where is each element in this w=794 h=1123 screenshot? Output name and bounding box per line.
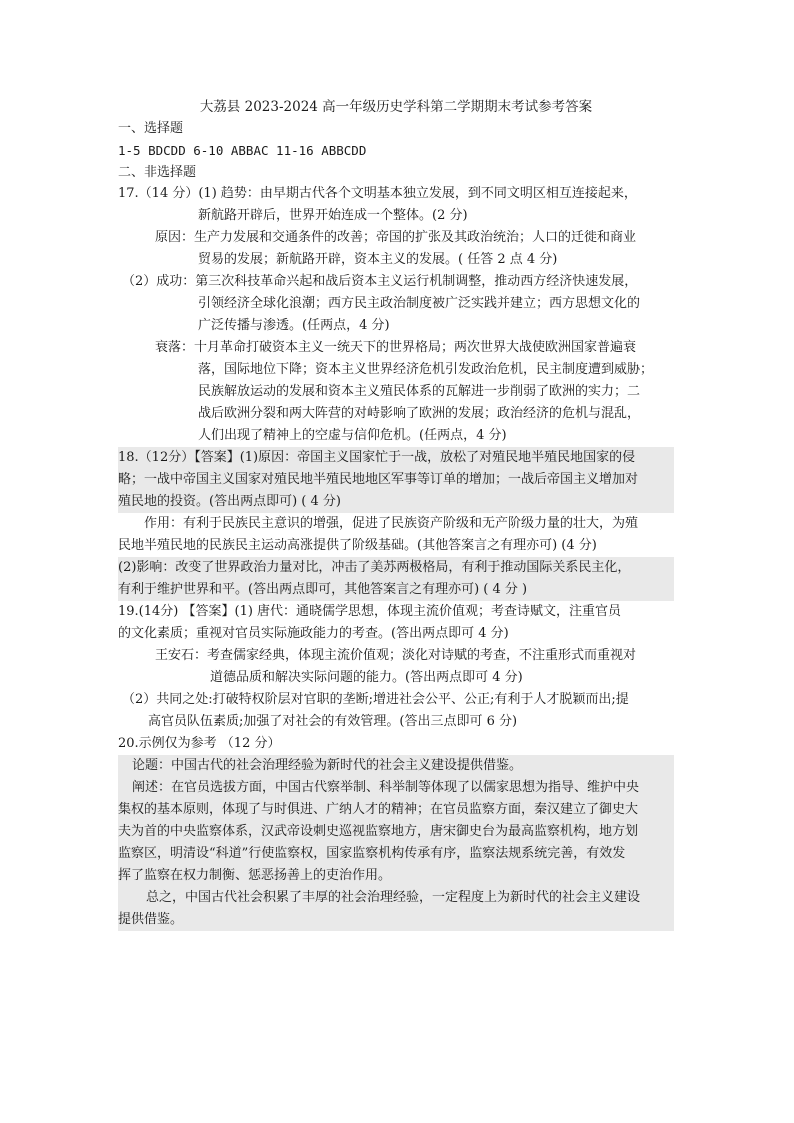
choice-answers: 1-5 BDCDD 6-10 ABBAC 11-16 ABBCDD (118, 143, 367, 158)
q18-line-1: 18.（12分）【答案】(1)原因：帝国主义国家忙于一战，放松了对殖民地半殖民地国家的侵 (118, 447, 674, 469)
q18-line-7: 有利于维护世界和平。(答出两点即可，其他答案言之有理亦可) ( 4 分 ) (118, 579, 674, 601)
q18-line-5: 民地半殖民地的民族民主运动高涨提供了阶级基础。(其他答案言之有理亦可) (4 分) (118, 538, 597, 553)
q17-line-4: 贸易的发展；新航路开辟，资本主义的发展。( 任答 2 点 4 分) (198, 252, 558, 267)
q19-line-6: 高官员队伍素质;加强了对社会的有效管理。(答出三点即可 6 分) (148, 714, 518, 729)
q17-line-9: 落，国际地位下降；资本主义世界经济危机引发政治危机，民主制度遭到威胁； (198, 362, 654, 377)
q19-line-1: 19.(14分) 【答案】(1) 唐代：通晓儒学思想，体现主流价值观；考查诗赋文，注重官员 (118, 604, 622, 619)
q17-line-5: （2）成功：第三次科技革命兴起和战后资本主义运行机制调整，推动西方经济快速发展， (122, 274, 638, 289)
q20-line-3: 阐述：在官员选拔方面，中国古代察举制、科举制等体现了以儒家思想为指导、维护中央 (118, 777, 674, 799)
section-heading-nonchoice: 二、非选择题 (118, 165, 197, 180)
q17-line-2: 新航路开辟后，世界开始连成一个整体。(2 分) (198, 208, 468, 223)
q20-line-8: 总之，中国古代社会积累了丰厚的社会治理经验，一定程度上为新时代的社会主义建设 (118, 887, 674, 909)
q18-line-6: (2)影响：改变了世界政治力量对比，冲击了美苏两极格局，有利于推动国际关系民主化， (118, 557, 674, 579)
q17-line-3: 原因：生产力发展和交通条件的改善；帝国的扩张及其政治统治；人口的迁徙和商业 (155, 230, 637, 245)
q20-line-2: 论题：中国古代的社会治理经验为新时代的社会主义建设提供借鉴。 (118, 755, 674, 777)
q17-line-12: 人们出现了精神上的空虚与信仰危机。(任两点，4 分) (198, 428, 507, 443)
q20-line-5: 夫为首的中央监察体系，汉武帝设刺史巡视监察地方，唐宋御史台为最高监察机构，地方划 (118, 821, 674, 843)
q20-line-9: 提供借鉴。 (118, 909, 674, 931)
q20-line-1: 20.示例仅为参考 （12 分） (118, 736, 281, 751)
q20-line-7: 挥了监察在权力制衡、惩恶扬善上的吏治作用。 (118, 865, 674, 887)
q20-line-6: 监察区，明清设“科道”行使监察权，国家监察机构传承有序，监察法规系统完善，有效发 (118, 843, 674, 865)
q18-line-4: 作用：有利于民族民主意识的增强，促进了民族资产阶级和无产阶级力量的壮大，为殖 (144, 516, 639, 531)
q17-line-1: 17.（14 分）(1) 趋势：由早期古代各个文明基本独立发展，到不同文明区相互连接起来， (118, 186, 637, 201)
q18-line-3: 殖民地的投资。(答出两点即可) ( 4 分) (118, 491, 674, 513)
document-title: 大荔县 2023-2024 高一年级历史学科第二学期期末考试参考答案 (199, 99, 593, 115)
q17-line-11: 战后欧洲分裂和两大阵营的对峙影响了欧洲的发展；政治经济的危机与混乱， (198, 406, 641, 421)
q17-line-10: 民族解放运动的发展和资本主义殖民体系的瓦解进一步削弱了欧洲的实力；二 (198, 384, 641, 399)
section-heading-choice: 一、选择题 (118, 121, 184, 136)
q17-line-7: 广泛传播与渗透。(任两点，4 分) (198, 318, 390, 333)
q18-line-2: 略；一战中帝国主义国家对殖民地半殖民地地区军事等订单的增加；一战后帝国主义增加对 (118, 469, 674, 491)
q20-line-4: 集权的基本原则，体现了与时俱进、广纳人才的精神；在官员监察方面，秦汉建立了御史大 (118, 799, 674, 821)
q19-line-2: 的文化素质；重视对官员实际施政能力的考查。(答出两点即可 4 分) (118, 626, 509, 641)
q19-line-4: 道德品质和解决实际问题的能力。(答出两点即可 4 分) (210, 670, 523, 685)
q17-line-8: 衰落：十月革命打破资本主义一统天下的世界格局；两次世界大战使欧洲国家普遍衰 (155, 340, 637, 355)
q19-line-5: （2）共同之处:打破特权阶层对官职的垄断;增进社会公平、公正;有利于人才脱颖而出;提 (122, 692, 629, 707)
q19-line-3: 王安石：考查儒家经典，体现主流价值观；淡化对诗赋的考查，不注重形式而重视对 (155, 648, 637, 663)
q17-line-6: 引领经济全球化浪潮；西方民主政治制度被广泛实践并建立；西方思想文化的 (198, 296, 641, 311)
